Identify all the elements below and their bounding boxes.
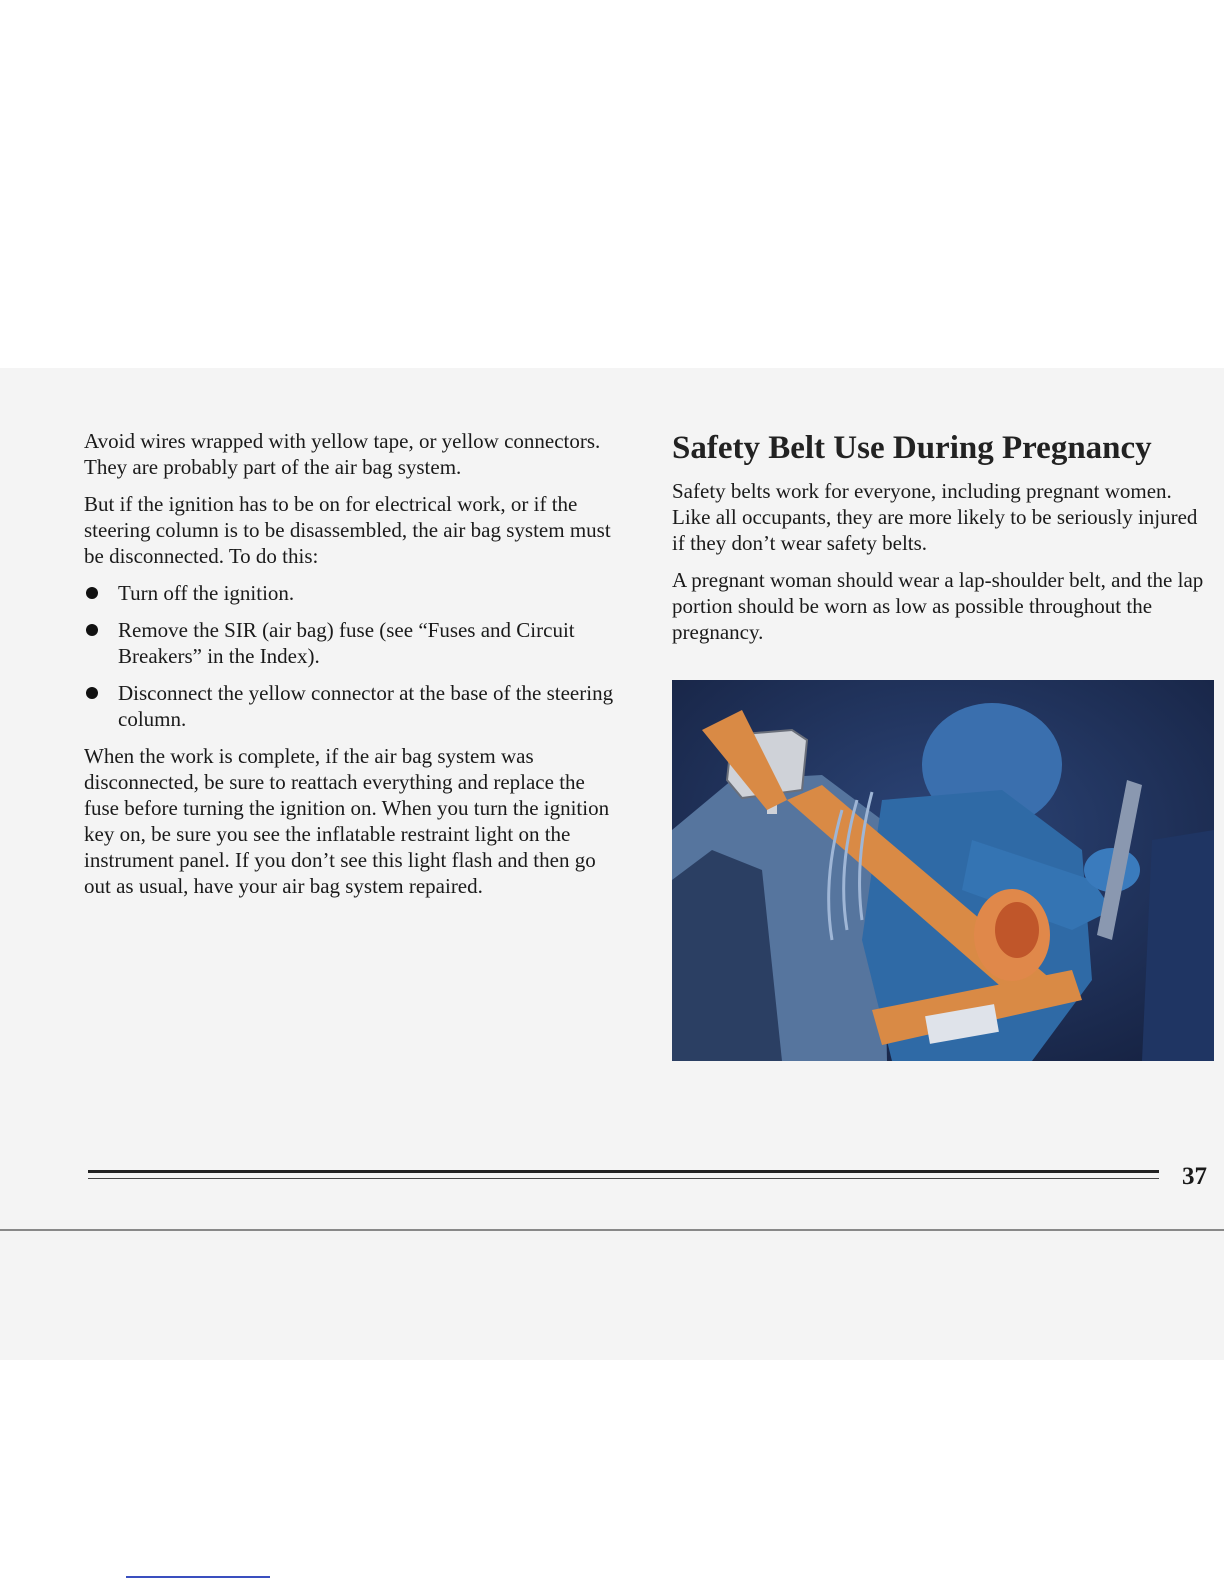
dashboard xyxy=(1142,830,1214,1061)
bullet-icon xyxy=(86,624,98,636)
list-item-text: Disconnect the yellow connector at the base of the steering column. xyxy=(118,681,614,731)
right-column xyxy=(672,428,1212,656)
list-item xyxy=(84,617,624,669)
bullet-icon xyxy=(86,687,98,699)
procedure-list xyxy=(84,580,624,732)
stray-mark xyxy=(126,1576,270,1578)
paragraph-work-complete: When the work is complete, if the air bag system was disconnected, be sure to reattach everything and replace the fuse before turning the ignition on. When you turn the ignition key on, be sure you see the inflatable restraint light on the instrument panel. If you don’t see this light flash and then go out as usual, have your air bag system repaired. xyxy=(84,744,610,898)
list-item-text: Turn off the ignition. xyxy=(118,581,295,605)
paragraph-yellow-wires: Avoid wires wrapped with yellow tape, or yellow connectors. They are probably part of the air bag system. xyxy=(84,429,601,479)
list-item-text: Remove the SIR (air bag) fuse (see “Fuses and Circuit Breakers” in the Index). xyxy=(118,618,575,668)
pregnant-woman-seatbelt-illustration xyxy=(672,680,1214,1061)
section-title: Safety Belt Use During Pregnancy xyxy=(672,430,1152,466)
page-divider xyxy=(0,1229,1224,1231)
bullet-icon xyxy=(86,587,98,599)
baby-detail xyxy=(995,902,1039,958)
paragraph-ignition-disconnect: But if the ignition has to be on for electrical work, or if the steering column is to be disassembled, the air bag system must be disconnected. To do this: xyxy=(84,492,611,568)
footer-rule-thin xyxy=(88,1178,1159,1179)
footer-rule xyxy=(88,1170,1159,1173)
left-column xyxy=(84,428,624,910)
page-number: 37 xyxy=(1182,1163,1207,1190)
paragraph-belts-for-everyone: Safety belts work for everyone, including pregnant women. Like all occupants, they are more likely to be seriously injured if they don’t wear safety belts. xyxy=(672,479,1198,555)
list-item xyxy=(84,580,624,606)
paragraph-lap-shoulder-belt: A pregnant woman should wear a lap-shoulder belt, and the lap portion should be worn as low as possible throughout the pregnancy. xyxy=(672,568,1204,644)
list-item xyxy=(84,680,624,732)
